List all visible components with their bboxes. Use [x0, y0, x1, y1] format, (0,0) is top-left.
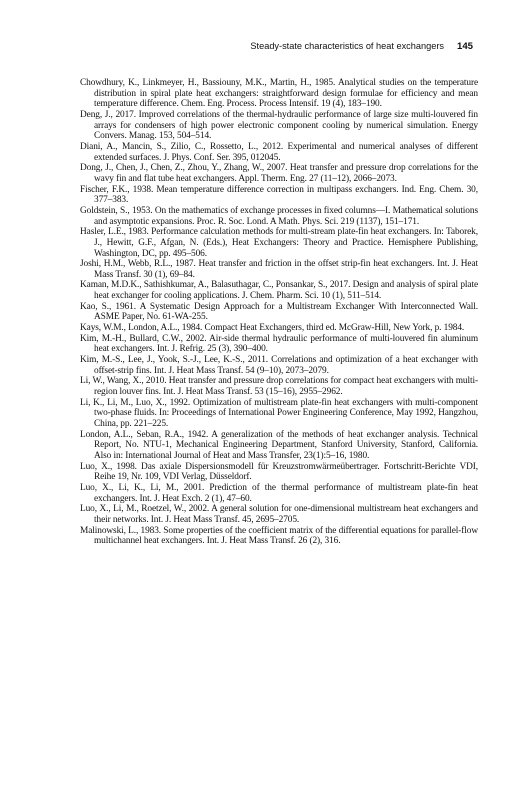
reference-entry: Deng, J., 2017. Improved correlations of the thermal-hydraulic performance of large size multi-louvered fin arrays for condensers of high power electronic component cooling by numerical simulation. Energy Convers. Manag. 153, 504–514.	[80, 109, 478, 142]
reference-entry: Fischer, F.K., 1938. Mean temperature difference correction in multipass exchangers. Ind. Eng. Chem. 30, 377–383.	[80, 184, 478, 206]
reference-entry: Luo, X., Li, K., Li, M., 2001. Prediction of the thermal performance of multistream plate-fin heat exchangers. Int. J. Heat Exch. 2 (1), 47–60.	[80, 482, 478, 504]
reference-entry: Chowdhury, K., Linkmeyer, H., Bassiouny, M.K., Martin, H., 1985. Analytical studies on the temperature distribution in spiral plate heat exchangers: straightforward design formulae for efficiency and mean temperature difference. Chem. Eng. Process. Process Intensif. 19 (4), 183–190.	[80, 78, 478, 110]
reference-entry: Kao, S., 1961. A Systematic Design Approach for a Multistream Exchanger With Interconnected Wall. ASME Paper, No. 61-WA-255.	[80, 301, 478, 323]
page-number: 145	[456, 41, 473, 52]
reference-entry: Joshi, H.M., Webb, R.L., 1987. Heat transfer and friction in the offset strip-fin heat exchangers. Int. J. Heat Mass Transf. 30 (1), 69–84.	[80, 259, 478, 280]
reference-entry: Kim, M.-H., Bullard, C.W., 2002. Air-side thermal hydraulic performance of multi-louvered fin aluminum heat exchangers. Int. J. Refrig. 25 (3), 390–400.	[80, 333, 478, 355]
reference-entry: London, A.L., Seban, R.A., 1942. A generalization of the methods of heat exchanger analysis. Technical Report, No. NTU-1, Mechanical Engineering Department, Stanford University, Stanford, California. Also in: International Journal of Heat and Mass Transfer, 23(1):5–16, 1980.	[80, 429, 478, 461]
reference-entry: Luo, X., 1998. Das axiale Dispersionsmodell für Kreuzstromwärmeübertrager. Fortschritt-Berichte VDI, Reihe 19, Nr. 109, VDI Verlag, Düsseldorf.	[80, 461, 478, 483]
reference-entry: Goldstein, S., 1953. On the mathematics of exchange processes in fixed columns—I. Mathematical solutions and asymptotic expansions. Proc. R. Soc. Lond. A Math. Phys. Sci. 219 (1137), 151–171.	[80, 205, 478, 227]
running-head	[250, 41, 473, 52]
reference-entry: Malinowski, L., 1983. Some properties of the coefficient matrix of the differential equations for parallel-flow multichannel heat exchangers. Int. J. Heat Mass Transf. 26 (2), 316.	[80, 525, 478, 547]
reference-entry: Luo, X., Li, M., Roetzel, W., 2002. A general solution for one-dimensional multistream heat exchangers and their networks. Int. J. Heat Mass Transf. 45, 2695–2705.	[80, 504, 478, 525]
reference-entry: Dong, J., Chen, J., Chen, Z., Zhou, Y., Zhang, W., 2007. Heat transfer and pressure drop correlations for the wavy fin and flat tube heat exchangers. Appl. Therm. Eng. 27 (11–12), 2066–2073.	[80, 163, 478, 184]
reference-entry: Li, K., Li, M., Luo, X., 1992. Optimization of multistream plate-fin heat exchangers with multi-component two-phase fluids. In: Proceedings of International Power Engineering Conference, May 1992, Hangzhou, China, pp. 221–225.	[80, 397, 478, 429]
reference-entry: Kays, W.M., London, A.L., 1984. Compact Heat Exchangers, third ed. McGraw-Hill, New York, p. 1984.	[80, 323, 465, 334]
reference-entry: Li, W., Wang, X., 2010. Heat transfer and pressure drop correlations for compact heat exchangers with multi-region louver fins. Int. J. Heat Mass Transf. 53 (15–16), 2955–2962.	[80, 376, 478, 398]
reference-entry: Diani, A., Mancin, S., Zilio, C., Rossetto, L., 2012. Experimental and numerical analyses of different extended surfaces. J. Phys. Conf. Ser. 395, 012045.	[80, 141, 478, 163]
reference-entry: Hasler, L.E., 1983. Performance calculation methods for multi-stream plate-fin heat exchangers. In: Taborek, J., Hewitt, G.F., Afgan, N. (Eds.), Heat Exchangers: Theory and Practice. Hemisphere Publishing, Washington, DC, pp. 495–506.	[80, 227, 478, 259]
reference-entry: Kaman, M.D.K., Sathishkumar, A., Balasuthagar, C., Ponsankar, S., 2017. Design and analysis of spiral plate heat exchanger for cooling applications. J. Chem. Pharm. Sci. 10 (1), 511–514.	[80, 280, 478, 302]
running-head-title: Steady-state characteristics of heat exchangers	[250, 41, 444, 51]
reference-list	[80, 78, 478, 547]
reference-entry: Kim, M.-S., Lee, J., Yook, S.-J., Lee, K.-S., 2011. Correlations and optimization of a heat exchanger with offset-strip fins. Int. J. Heat Mass Transf. 54 (9–10), 2073–2079.	[80, 355, 478, 376]
